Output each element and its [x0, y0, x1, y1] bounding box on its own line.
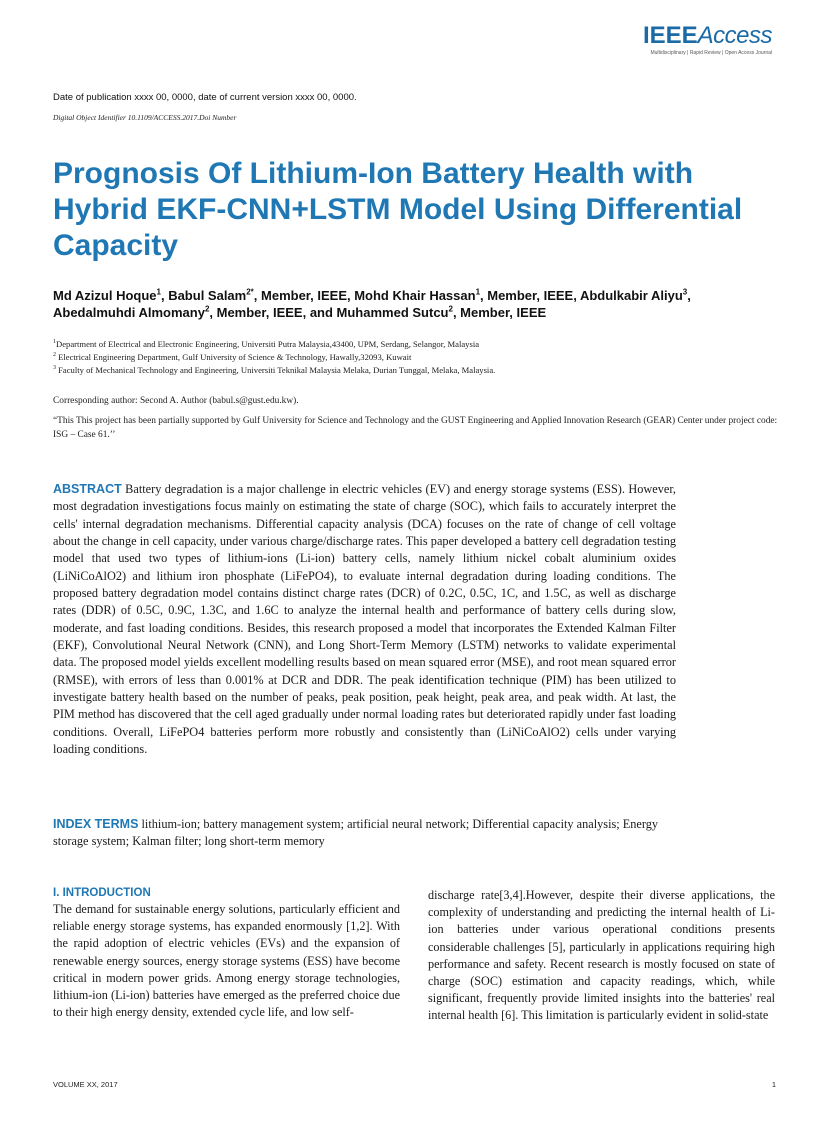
logo-ieee: IEEE [642, 22, 698, 49]
affiliation-sup: 1 [53, 339, 56, 346]
author-list [53, 287, 773, 321]
author-affil-sup: 1 [475, 287, 481, 297]
affiliation-text: Faculty of Mechanical Technology and Engineering, Universiti Teknikal Malaysia Melaka, Durian Tunggal, Melaka, Malaysia. [56, 365, 496, 375]
affiliation-text: Electrical Engineering Department, Gulf University of Science & Technology, Hawally,32093, Kuwait [56, 352, 412, 362]
logo-tagline: Multidisciplinary | Rapid Review | Open Access Journal [650, 50, 772, 56]
author-name: , Member, IEEE, and Muhammed Sutcu [209, 305, 449, 320]
affiliation-text: Department of Electrical and Electronic Engineering, Universiti Putra Malaysia,43400, UPM, Serdang, Selangor, Malaysia [56, 339, 480, 349]
affiliation-item [53, 364, 783, 377]
author-name: , Member, IEEE [452, 305, 547, 320]
affiliation-sup: 2 [53, 352, 56, 359]
logo-wordmark [643, 24, 772, 48]
abstract [53, 481, 676, 759]
section-heading: I. INTRODUCTION [53, 887, 151, 899]
author-affil-sup: 1 [156, 287, 161, 297]
author-name: , Member, IEEE, Abdulkabir Aliyu [480, 288, 683, 303]
introduction-text-left: The demand for sustainable energy solutions, particularly efficient and reliable energy storage systems, has expanded enormously [1,2]. With the rapid adoption of electric vehicles (EVs) and the expansion of renewable energy sources, energy storage systems (ESS) have become critical in modern power grids. Among energy storage technologies, lithium-ion (Li-ion) batteries have emerged as the preferred choice due to their high energy density, extended cycle life, and low self- [53, 902, 400, 1020]
funding-note: “This This project has been partially supported by Gulf University for Science and Technology and the GUST Engineering and Applied Innovation Research (GEAR) Center under project code: ISG – Case 61.’’ [53, 416, 778, 440]
footer-volume: VOLUME XX, 2017 [53, 1080, 118, 1089]
author-name: , Abedalmuhdi Almomany [53, 288, 691, 320]
affiliation-item [53, 351, 783, 364]
index-terms-text: lithium-ion; battery management system; artificial neural network; Differential capacity analysis; Energy storage system; Kalman filter; long short-term memory [53, 817, 659, 849]
author-name: , Babul Salam [160, 288, 247, 303]
index-terms [53, 816, 676, 851]
author-affil-sup: 2 [448, 304, 453, 314]
left-column [53, 885, 400, 1021]
abstract-label: ABSTRACT [53, 482, 122, 496]
index-terms-label: INDEX TERMS [53, 817, 139, 831]
abstract-text: Battery degradation is a major challenge in electric vehicles (EV) and energy storage systems (ESS). However, most degradation investigations focus mainly on estimating the state of charge (SOC), which fails to accurately interpret the cells' internal degradation mechanisms. Differential capacity analysis (DCA) focuses on the rate of change of cell voltage about the change in cell capacity, under various charge/discharge rates. This paper developed a battery cell degradation testing model that used two types of lithium-ions (Li-ion) battery cells, namely lithium nickel cobalt aluminium oxides (LiNiCoAlO2) and lithium iron phosphate (LiFePO4), to evaluate internal degradation during loading conditions. The proposed battery degradation model contains distinct charge rates (DCR) of 0.2C, 0.5C, 1C, and 1.5C, as well as discharge rates (DDR) of 0.5C, 0.9C, 1.3C, and 1.6C to analyze the internal health and performance of battery cells during slow, moderate, and fast loading conditions. Besides, this research proposed a model that incorporates the Extended Kalman Filter (EKF), Convolutional Neural Network (CNN), and Long Short-Term Memory (LSTM) networks to validate experimental data. The proposed model yields excellent modelling results based on mean squared error (MSE), and root mean squared error (RMSE), with errors of less than 0.001% at DCR and DDR. The peak identification technique (PIM) has been utilized to investigate battery health based on the number of peaks, peak position, peak height, peak area, and peak width. At last, the PIM method has discovered that the cell aged gradually under normal loading rates but deteriorated rapidly under fast loading conditions. Overall, LiFePO4 batteries perform more robustly and consistently than (LiNiCoAlO2) cells under varying loading conditions. [53, 482, 676, 757]
paper-title: Prognosis Of Lithium-Ion Battery Health with Hybrid EKF-CNN+LSTM Model Using Differential Capacity [53, 157, 743, 262]
author-affil-sup: 2 [204, 304, 210, 314]
affiliations [53, 338, 783, 377]
logo-access: Access [697, 22, 772, 49]
doi-line: Digital Object Identifier 10.1109/ACCESS.2017.Doi Number [53, 113, 237, 122]
publication-date: Date of publication xxxx 00, 0000, date of current version xxxx 00, 0000. [53, 92, 357, 103]
affiliation-item [53, 338, 783, 351]
right-column [428, 887, 775, 1025]
author-name: Md Azizul Hoque [53, 288, 157, 303]
affiliation-sup: 3 [53, 365, 56, 372]
author-name: , Member, IEEE, Mohd Khair Hassan [253, 288, 476, 303]
author-affil-sup: 2* [246, 287, 254, 297]
author-affil-sup: 3 [682, 287, 688, 297]
footer-page-number: 1 [771, 1080, 776, 1089]
ieee-access-logo [643, 24, 772, 56]
corresponding-author: Corresponding author: Second A. Author (babul.s@gust.edu.kw). [53, 396, 299, 406]
introduction-text-right: discharge rate[3,4].However, despite their diverse applications, the complexity of understanding and predicting the internal health of Li-ion batteries under various operational conditions presents considerable challenges [5], particularly in applications requiring high performance and safety. Recent research is mostly focused on state of charge (SOC) estimation and capacity readings, which, while significant, frequently provide limited insights into the batteries' real internal health [6]. This limitation is particularly evident in solid-state [428, 888, 775, 1023]
